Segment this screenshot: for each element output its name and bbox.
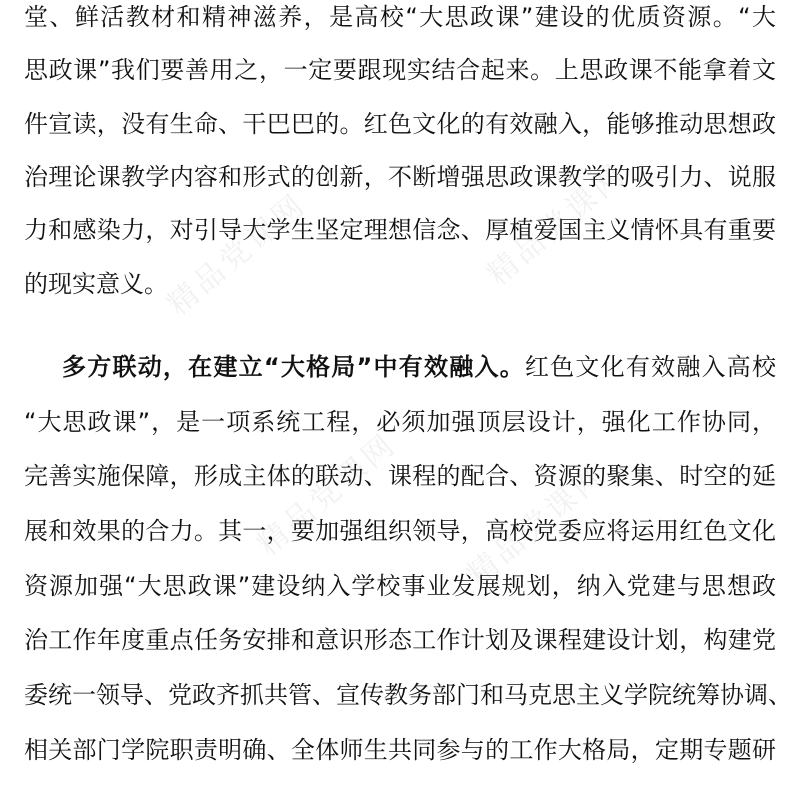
paragraph-line: 思政课”我们要善用之，一定要跟现实结合起来。上思政课不能拿着文 [24, 56, 776, 84]
paragraph-line: 的现实意义。 [24, 270, 168, 298]
paragraph-first-line [62, 347, 776, 387]
paragraph-line: “大思政课”，是一项系统工程，必须加强顶层设计，强化工作协同， [24, 408, 776, 436]
paragraph-text: 红色文化有效融入高校 [524, 353, 777, 381]
paragraph-line: 件宣读，没有生命、干巴巴的。红色文化的有效融入，能够推动思想政 [24, 110, 776, 138]
paragraph-line: 资源加强“大思政课”建设纳入学校事业发展规划，纳入党建与思想政 [24, 572, 776, 600]
watermark: 精品党课网 [460, 456, 614, 593]
paragraph-line: 相关部门学院职责明确、全体师生共同参与的工作大格局，定期专题研 [24, 736, 776, 764]
paragraph-line: 委统一领导、党政齐抓共管、宣传教务部门和马克思主义学院统筹协调、 [24, 681, 792, 709]
section-heading: 多方联动，在建立“大格局”中有效融入。 [62, 353, 525, 381]
paragraph-line: 完善实施保障，形成主体的联动、课程的配合、资源的聚集、时空的延 [24, 462, 776, 490]
watermark: 精品党课网 [250, 426, 404, 563]
paragraph-line: 治理论课教学内容和形式的创新，不断增强思政课教学的吸引力、说服 [24, 163, 776, 191]
paragraph-line: 堂、鲜活教材和精神滋养，是高校“大思政课”建设的优质资源。“大 [24, 3, 776, 31]
paragraph-line: 力和感染力，对引导大学生坚定理想信念、厚植爱国主义情怀具有重要 [24, 216, 776, 244]
watermark: 精品党课网 [480, 156, 634, 293]
paragraph-line: 治工作年度重点任务安排和意识形态工作计划及课程建设计划，构建党 [24, 626, 776, 654]
watermark: 精品党课网 [160, 186, 314, 323]
paragraph-line: 展和效果的合力。其一，要加强组织领导，高校党委应将运用红色文化 [24, 517, 776, 545]
